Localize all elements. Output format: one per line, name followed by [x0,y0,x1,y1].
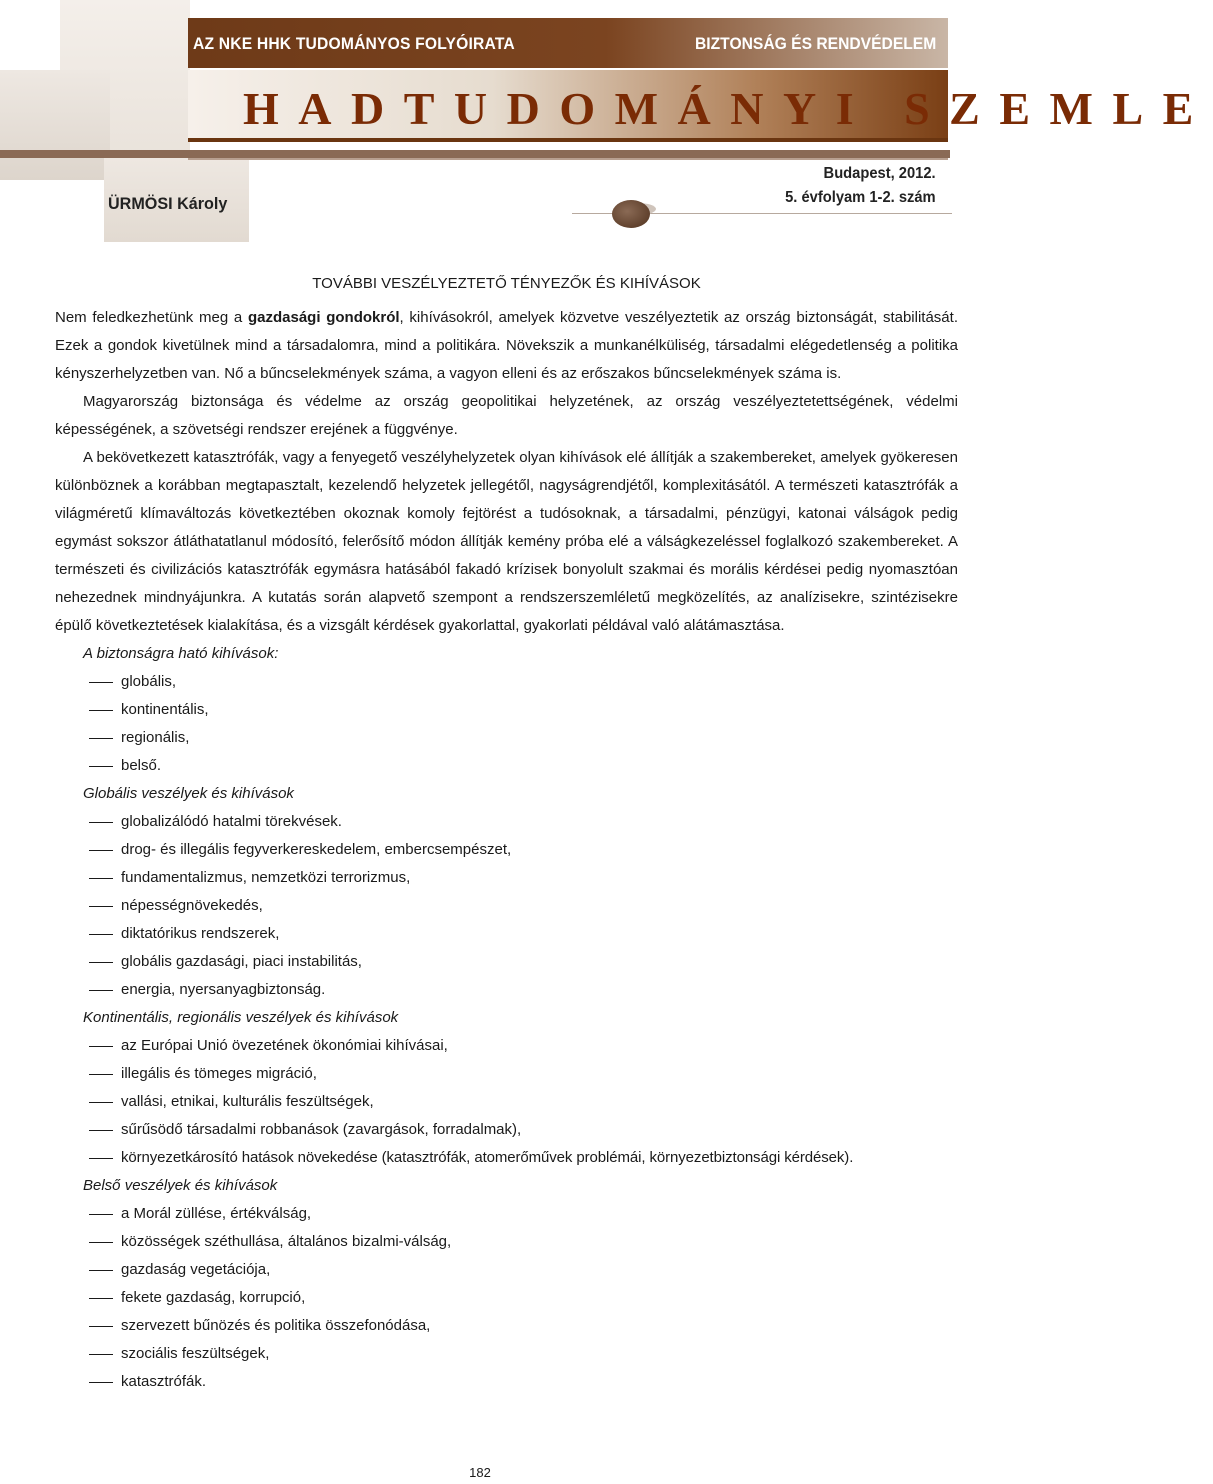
place-date: Budapest, 2012. [823,165,936,182]
list-item: belső. [83,752,958,780]
list-item: a Morál züllése, értékválság, [83,1200,958,1228]
list-item: fekete gazdaság, korrupció, [83,1284,958,1312]
header-decor-oval [612,200,650,228]
page-number: 182 [469,1465,491,1480]
journal-title: HADTUDOMÁNYI SZEMLE [243,83,1213,134]
global-threats-list [55,808,958,1004]
section-heading: TOVÁBBI VESZÉLYEZTETŐ TÉNYEZŐK ÉS KIHÍVÁSOK [312,275,701,292]
list-item: energia, nyersanyagbiztonság. [83,976,958,1004]
author-name: ÜRMÖSI Károly [108,194,228,213]
list-item: vallási, etnikai, kulturális feszültségek, [83,1088,958,1116]
list-item: globális gazdasági, piaci instabilitás, [83,948,958,976]
list-item: globális, [83,668,958,696]
header-rule [188,158,948,160]
list-item: fundamentalizmus, nemzetközi terrorizmus, [83,864,958,892]
challenges-list [55,668,958,780]
paragraph-1 [55,304,958,388]
journal-header [0,0,1213,250]
list-item: katasztrófák. [83,1368,958,1396]
journal-name: AZ NKE HHK TUDOMÁNYOS FOLYÓIRATA [193,34,515,53]
list-item: sűrűsödő társadalmi robbanások (zavargások, forradalmak), [83,1116,958,1144]
article-body [55,270,958,1396]
list-item: az Európai Unió övezetének ökonómiai kihívásai, [83,1032,958,1060]
paragraph-3: A bekövetkezett katasztrófák, vagy a fenyegető veszélyhelyzetek olyan kihívások elé állítják a szakembereket, amelyek gyökeresen különböznek a korábban megtapasztalt, kezelendő helyzetek jellegétől, nagyságrendjétől, komplexitásától. A természeti katasztrófák a világméretű klímaváltozás következtében okoznak komoly fejtörést a tudósoknak, a társadalmi, pénzügyi, katonai válságok pedig egymást sokszor átláthatatlanul módosító, felerősítő módon állítják kemény próba elé a válságkezeléssel foglalkozó szakembereket. A természeti és civilizációs katasztrófák egymásra hatásából fakadó krízisek bonyolult szakmai és morális kérdései pedig nyomasztóan nehezednek mindnyájunkra. A kutatás során alapvető szempont a rendszerszemléletű megközelítés, az analízisekre, szintézisekre épülő következtetések kialakítása, és a vizsgált kérdések gyakorlattal, gyakorlati példával való alátámasztása. [55,449,958,634]
paragraph-1-emphasis: gazdasági gondokról [247,309,400,326]
list-item: közösségek széthullása, általános bizalmi-válság, [83,1228,958,1256]
list-heading: Globális veszélyek és kihívások [83,785,294,802]
issue-number: 5. évfolyam 1-2. szám [785,189,936,206]
list-item: szervezett bűnözés és politika összefonódása, [83,1312,958,1340]
list-item: drog- és illegális fegyverkereskedelem, embercsempészet, [83,836,958,864]
list-item: diktatórikus rendszerek, [83,920,958,948]
list-item: illegális és tömeges migráció, [83,1060,958,1088]
list-item: népességnövekedés, [83,892,958,920]
list-item: környezetkárosító hatások növekedése (katasztrófák, atomerőművek problémái, környezetbiztonsági kérdések). [83,1144,958,1172]
list-item: globalizálódó hatalmi törekvések. [83,808,958,836]
list-heading: Kontinentális, regionális veszélyek és kihívások [83,1009,399,1026]
list-heading: Belső veszélyek és kihívások [83,1177,278,1194]
internal-threats-list [55,1200,958,1396]
list-item: kontinentális, [83,696,958,724]
issue-info [772,162,936,210]
journal-section: BIZTONSÁG ÉS RENDVÉDELEM [694,34,936,53]
paragraph-1-rest: , kihívásokról, amelyek közvetve veszélyeztetik az ország biztonságát, stabilitását. Ezek a gondok kivetülnek mind a társadalomra, mind a politikára. Növekszik a munkanélküliség, társadalmi elégedetlenség a politika kényszerhelyzetben van. Nő a bűncselekmények száma, a vagyon elleni és az erőszakos bűncselekmények száma is. [55,309,958,382]
list-heading: A biztonságra ható kihívások: [83,645,279,662]
paragraph-2: Magyarország biztonsága és védelme az ország geopolitikai helyzetének, az ország veszélyeztetettségének, védelmi képességének, a szövetségi rendszer erejének a függvénye. [55,393,958,438]
list-item: szociális feszültségek, [83,1340,958,1368]
regional-threats-list [55,1032,958,1172]
header-decor-block [0,70,110,180]
header-rule [0,150,950,158]
paragraph-1-start: Nem feledkezhetünk meg a [55,309,248,326]
list-item: regionális, [83,724,958,752]
list-item: gazdaság vegetációja, [83,1256,958,1284]
